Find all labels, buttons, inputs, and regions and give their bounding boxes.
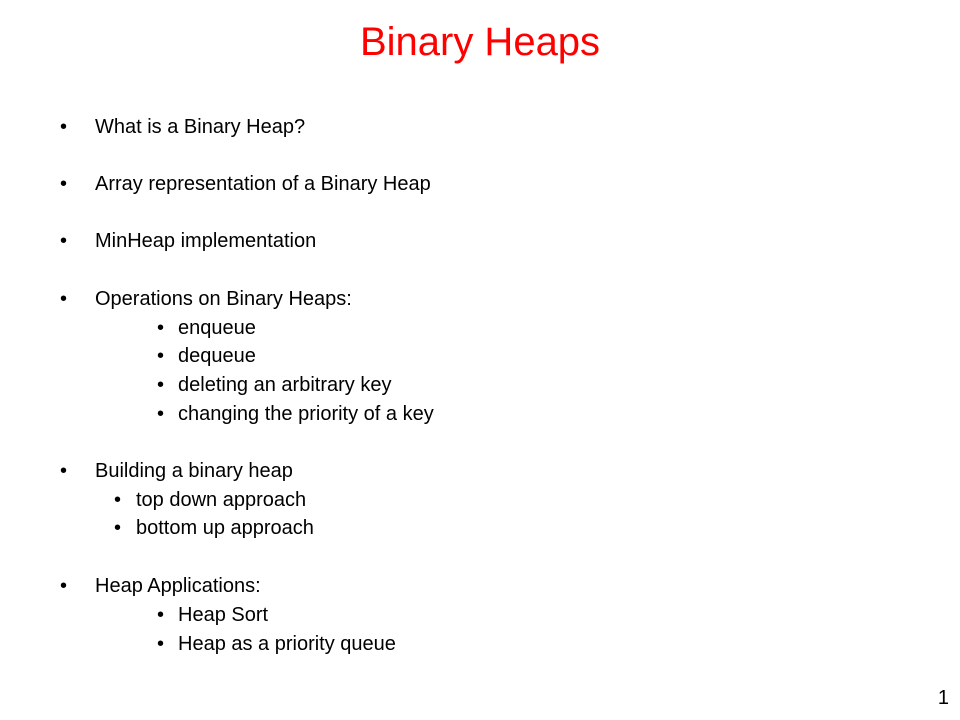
bullet-dot: • [60,288,68,310]
bullet-text: Array representation of a Binary Heap [95,173,431,195]
bullet-dot: • [157,633,165,655]
bullet-dot: • [60,230,68,252]
bullet-text: Building a binary heap [95,460,293,482]
bullet-dot: • [157,604,165,626]
bullet-text: Heap as a priority queue [178,633,396,655]
bullet-dot: • [157,317,165,339]
bullet-dot: • [60,116,68,138]
bullet-dot: • [157,374,165,396]
bullet-dot: • [60,575,68,597]
slide-title: Binary Heaps [359,20,601,64]
bullet-text: enqueue [178,317,256,339]
bullet-dot: • [114,517,122,539]
bullet-text: changing the priority of a key [178,403,434,425]
bullet-dot: • [60,173,68,195]
bullet-text: Heap Applications: [95,575,261,597]
bullet-text: top down approach [136,489,307,511]
bullet-text: deleting an arbitrary key [178,374,392,396]
bullet-dot: • [60,460,68,482]
bullet-text: MinHeap implementation [95,230,317,252]
bullet-text: bottom up approach [136,517,314,539]
bullet-dot: • [157,403,165,425]
bullet-text: dequeue [178,345,256,367]
bullet-text: Heap Sort [178,604,269,626]
slide-number: 1 [937,687,949,709]
bullet-dot: • [114,489,122,511]
bullet-text: Operations on Binary Heaps: [95,288,352,310]
bullet-text: What is a Binary Heap? [95,116,306,138]
bullet-dot: • [157,345,165,367]
